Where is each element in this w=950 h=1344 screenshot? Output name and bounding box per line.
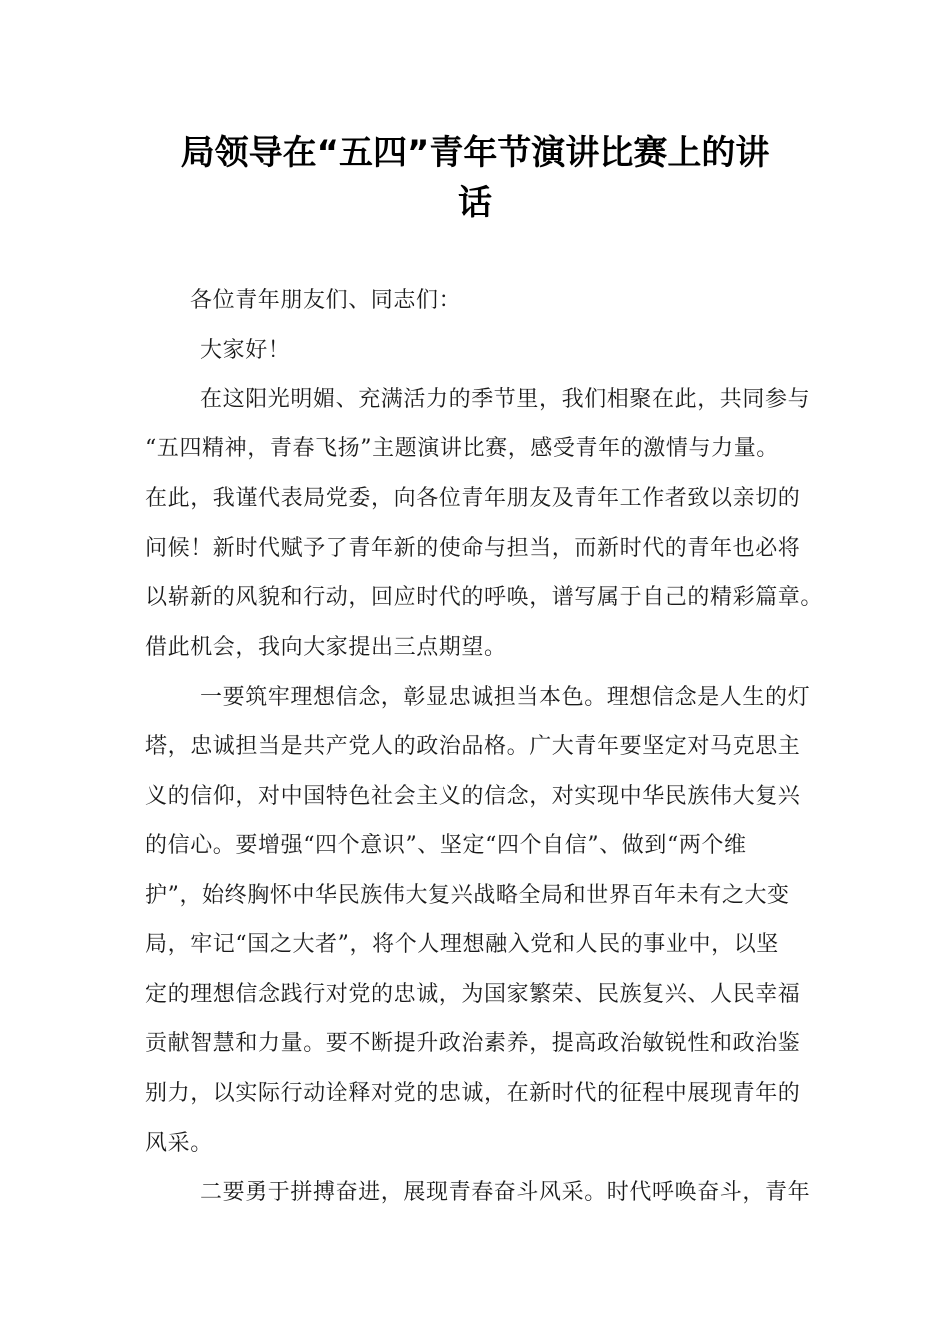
body-text-line: 大家好！ — [200, 338, 291, 363]
body-text-line: 问候！新时代赋予了青年新的使命与担当，而新时代的青年也必将 — [145, 536, 801, 561]
body-text-line: “五四精神，青春飞扬”主题演讲比赛，感受青年的激情与力量。 — [145, 436, 779, 461]
body-text-line: 在这阳光明媚、充满活力的季节里，我们相聚在此，共同参与 — [200, 387, 811, 412]
body-text-line: 一要筑牢理想信念，彰显忠诚担当本色。理想信念是人生的灯 — [200, 685, 811, 710]
body-text-line: 二要勇于拼搏奋进，展现青春奋斗风采。时代呼唤奋斗，青年 — [200, 1180, 811, 1205]
body-text-line: 以崭新的风貌和行动，回应时代的呼唤，谱写属于自己的精彩篇章。 — [145, 585, 824, 610]
title-line-1: 局领导在“五四”青年节演讲比赛上的讲 — [180, 133, 770, 173]
body-text-line: 塔，忠诚担当是共产党人的政治品格。广大青年要坚定对马克思主 — [145, 734, 801, 759]
body-text-line: 风采。 — [145, 1131, 213, 1156]
body-text-line: 别力，以实际行动诠释对党的忠诚，在新时代的征程中展现青年的 — [145, 1081, 801, 1106]
body-text-line: 义的信仰，对中国特色社会主义的信念，对实现中华民族伟大复兴 — [145, 784, 801, 809]
body-text-line: 护”，始终胸怀中华民族伟大复兴战略全局和世界百年未有之大变 — [145, 883, 790, 908]
body-text-line: 各位青年朋友们、同志们： — [190, 288, 462, 313]
document-title — [140, 128, 810, 228]
body-text-line: 局，牢记“国之大者”，将个人理想融入党和人民的事业中，以坚 — [145, 932, 779, 957]
title-line-2: 话 — [458, 183, 492, 223]
body-text-line: 在此，我谨代表局党委，向各位青年朋友及青年工作者致以亲切的 — [145, 486, 801, 511]
body-text-line: 借此机会，我向大家提出三点期望。 — [145, 635, 507, 660]
body-text-line: 的信心。要增强“四个意识”、坚定“四个自信”、做到“两个维 — [145, 833, 747, 858]
body-text-line: 贡献智慧和力量。要不断提升政治素养，提高政治敏锐性和政治鉴 — [145, 1031, 801, 1056]
body-text-line: 定的理想信念践行对党的忠诚，为国家繁荣、民族复兴、人民幸福 — [145, 982, 801, 1007]
